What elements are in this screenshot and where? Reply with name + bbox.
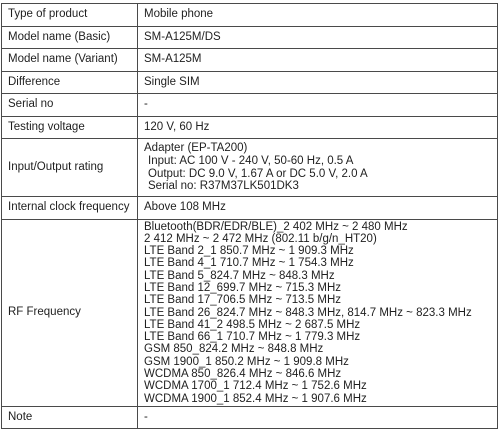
rf-line: LTE Band 66_1 710.7 MHz ~ 1 779.3 MHz — [144, 331, 361, 344]
row-label: Model name (Basic) — [2, 26, 138, 49]
rf-line: Bluetooth(BDR/EDR/BLE)_2 402 MHz ~ 2 480 MHz — [144, 220, 408, 233]
row-label: RF Frequency — [2, 219, 138, 406]
rf-line: WCDMA 850_826.4 MHz ~ 846.6 MHz — [144, 368, 342, 381]
table-row — [2, 26, 498, 49]
row-label: Type of product — [2, 4, 138, 27]
rf-line: 2 412 MHz ~ 2 472 MHz (802.11 b/g/n_HT20) — [144, 232, 377, 245]
row-value: 120 V, 60 Hz — [138, 116, 498, 139]
spec-table — [1, 3, 498, 429]
rf-line: GSM 850_824.2 MHz ~ 848.8 MHz — [144, 343, 324, 356]
rf-line: WCDMA 1900_1 852.4 MHz ~ 1 907.6 MHz — [144, 392, 367, 405]
row-label: Difference — [2, 71, 138, 94]
row-label: Serial no — [2, 94, 138, 117]
io-line: Serial no: R37M37LK501DK3 — [148, 180, 299, 193]
row-value: SM-A125M/DS — [138, 26, 498, 49]
row-value: SM-A125M — [138, 49, 498, 72]
row-label: Internal clock frequency — [2, 197, 138, 220]
row-label: Testing voltage — [2, 116, 138, 139]
rf-line: GSM 1900_1 850.2 MHz ~ 1 909.8 MHz — [144, 355, 349, 368]
rf-line: LTE Band 41_2 498.5 MHz ~ 2 687.5 MHz — [144, 318, 361, 331]
rf-line: LTE Band 4_1 710.7 MHz ~ 1 754.3 MHz — [144, 257, 354, 270]
io-line: Output: DC 9.0 V, 1.67 A or DC 5.0 V, 2.0 A — [148, 167, 368, 180]
rf-line: LTE Band 26_824.7 MHz ~ 848.3 MHz, 814.7 MHz ~ 823.3 MHz — [144, 306, 472, 319]
io-rating-value — [138, 139, 498, 197]
row-value: - — [138, 406, 498, 429]
table-row — [2, 406, 498, 429]
row-label: Input/Output rating — [2, 139, 138, 197]
rf-line: LTE Band 12_699.7 MHz ~ 715.3 MHz — [144, 281, 341, 294]
row-label: Note — [2, 406, 138, 429]
table-row-io-rating — [2, 139, 498, 197]
row-value: Mobile phone — [138, 4, 498, 27]
table-row — [2, 71, 498, 94]
rf-line: LTE Band 5_824.7 MHz ~ 848.3 MHz — [144, 269, 335, 282]
rf-line: LTE Band 17_706.5 MHz ~ 713.5 MHz — [144, 294, 341, 307]
io-line: Adapter (EP-TA200) — [144, 142, 248, 155]
row-label: Model name (Variant) — [2, 49, 138, 72]
table-row — [2, 4, 498, 27]
table-row — [2, 94, 498, 117]
row-value: Single SIM — [138, 71, 498, 94]
table-row — [2, 197, 498, 220]
table-row — [2, 116, 498, 139]
table-row — [2, 49, 498, 72]
table-row-rf-frequency — [2, 219, 498, 406]
rf-line: WCDMA 1700_1 712.4 MHz ~ 1 752.6 MHz — [144, 380, 367, 393]
rf-line: LTE Band 2_1 850.7 MHz ~ 1 909.3 MHz — [144, 245, 354, 258]
rf-frequency-value — [138, 219, 498, 406]
row-value: Above 108 MHz — [138, 197, 498, 220]
row-value: - — [138, 94, 498, 117]
io-line: Input: AC 100 V - 240 V, 50-60 Hz, 0.5 A — [148, 154, 354, 167]
